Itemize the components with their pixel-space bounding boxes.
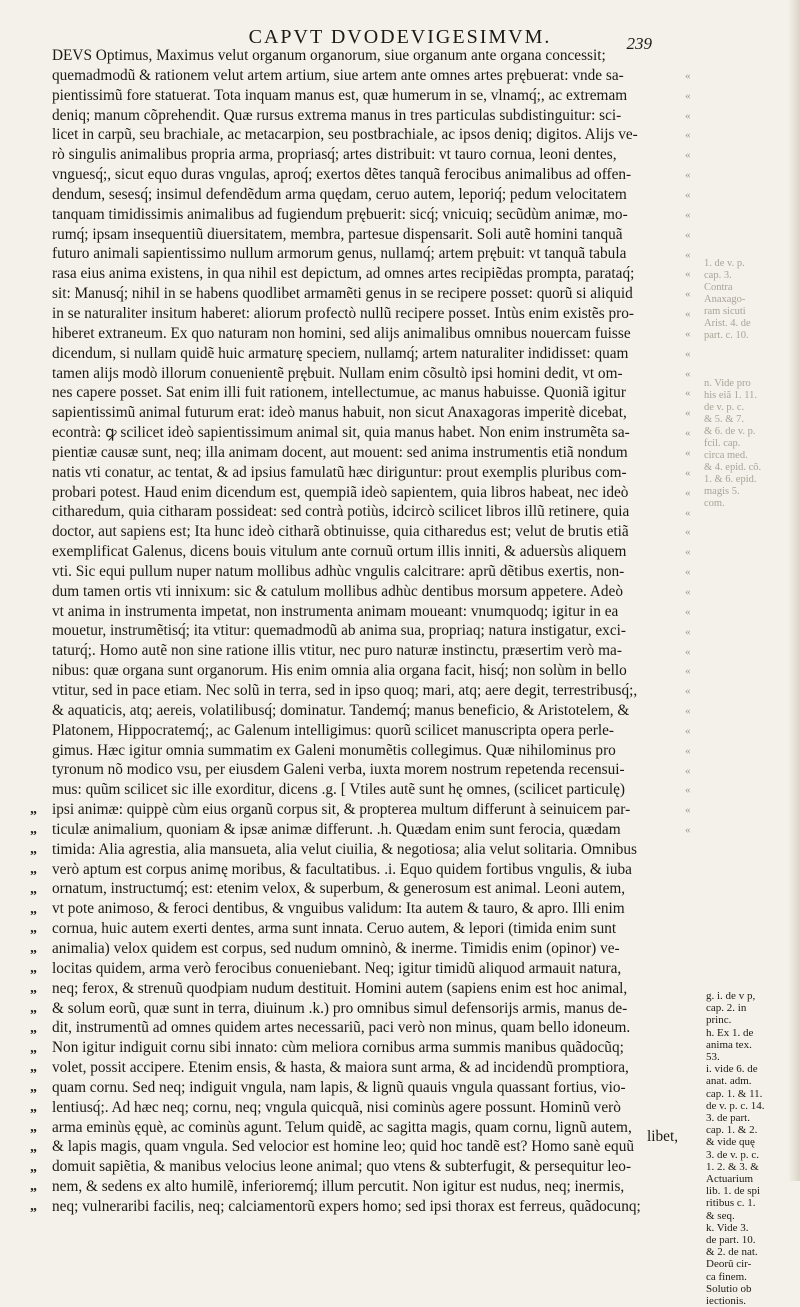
text-line: rumq́; ipsam insequentiũ diuersitatem, membra, partesue dispensarit. Soli autẽ homini tanquã [52, 225, 623, 243]
text-line: tamen alijs modò illorum conuenientẽ prębuit. Nullam enim cõsultò ipsi homini dedit, vt om- [52, 364, 623, 382]
faint-mark: « [685, 188, 691, 201]
faded-margin-note-line: ram sicuti [704, 306, 746, 317]
faded-margin-note-line [704, 354, 794, 366]
quotation-mark: „ [30, 961, 37, 977]
faded-margin-note-line [704, 342, 794, 354]
quotation-mark: „ [30, 1119, 37, 1135]
text-line: tanquam timidissimis animalibus ad fugiendum prębuerit: sicq́; vnicuiq; secũdùm animæ, mo- [52, 205, 628, 223]
text-line: pientiæ causæ sunt, neq; illa animam docent, aut mouent: sed anima instrumentis etiã nondum [52, 443, 628, 461]
text-line: mus: quũm scilicet sic ille exorditur, dicens .g. [ Vtiles autẽ sunt hę omnes, (scilicet particulę) [52, 781, 626, 799]
text-line: rò singulis animalibus propria arma, propriasq́; artes distribuit: vt tauro cornua, leoni dentes, [52, 146, 617, 164]
faded-margin-note-line: 1. & 6. epid. [704, 474, 757, 485]
faint-mark: « [685, 526, 691, 539]
text-line: dit, instrumentũ ad omnes quidem artes necessariũ, paci verò non minus, quam bello idoneum. [52, 1019, 631, 1037]
text-line: sapientissimũ animal futurum erat: ideò manus habuit, non sicut Anaxagoras imperitè dicebat, [52, 404, 627, 422]
faded-margin-note-line: fcil. cap. [704, 438, 741, 449]
faded-margin-note-line: Arist. 4. de [704, 318, 751, 329]
quotation-mark: „ [30, 1020, 37, 1036]
faint-mark: « [685, 228, 691, 241]
quotation-mark: „ [30, 1040, 37, 1056]
faint-mark: « [685, 248, 691, 261]
faded-margin-note-line: part. c. 10. [704, 330, 749, 341]
text-line: vt pote animoso, & feroci dentibus, & vnguibus validum: Ita autem & tauro, & apro. Illi enim [52, 900, 625, 918]
page-edge-shade [788, 0, 800, 1181]
quotation-mark: „ [30, 802, 37, 818]
faint-mark: « [685, 566, 691, 579]
quotation-mark: „ [30, 921, 37, 937]
text-line: ornatum, instructumq́; est: etenim velox, & superbum, & generosum est animal. Leoni autem, [52, 880, 626, 898]
faint-mark: « [685, 367, 691, 380]
text-line: locitas quidem, arma verò ferocibus conueniebant. Neq; igitur timidũ aliquod armauit natura, [52, 959, 622, 977]
faint-mark: « [685, 466, 691, 479]
quotation-mark: „ [30, 1139, 37, 1155]
text-line: econtrà: ꝙ scilicet ideò sapientissimum animal sit, quia manus habet. Non enim instrumẽta sa- [52, 424, 630, 442]
text-line: dendum, sesesq́; insimul defendẽdum arma quędam, ceruo autem, leporiq́; pedum velocitatem [52, 185, 627, 203]
text-line: volet, possit accipere. Etenim ensis, & hasta, & maiora sunt arma, & ad incidendũ promptiora, [52, 1059, 629, 1077]
quotation-mark: „ [30, 1159, 37, 1175]
faint-mark: « [685, 585, 691, 598]
faded-margin-note-line: Anaxago- [704, 294, 746, 305]
quotation-mark: „ [30, 861, 37, 877]
text-line: taturq́;. Homo autẽ non sine ratione illis vtitur, nec puro naturæ instinctu, præsertim verò ma- [52, 642, 622, 660]
faint-mark: « [685, 109, 691, 122]
margin-note-line: lib. 1. de spi [706, 1185, 761, 1198]
quotation-mark: „ [30, 1100, 37, 1116]
margin-note-line: princ. [706, 1014, 732, 1027]
margin-note-line: anima tex. [706, 1038, 752, 1051]
faint-mark: « [685, 387, 691, 400]
main-text-block [52, 46, 694, 1217]
faint-mark: « [685, 645, 691, 658]
margin-note-line: de part. 10. [706, 1234, 756, 1247]
margin-note-line: i. vide 6. de [706, 1063, 758, 1076]
quotation-mark: „ [30, 901, 37, 917]
text-line: & lapis magis, quam vngula. Sed velocior est homine leo; quid hoc tandẽ est? Homo sanè equũ [52, 1138, 635, 1156]
faint-mark: « [685, 308, 691, 321]
margin-note-line: h. Ex 1. de [706, 1026, 754, 1039]
text-line: arma eminùs ęquè, ac cominùs agunt. Telum quidẽ, ac sagitta magis, quam cornu, lignũ autem, [52, 1118, 632, 1136]
margin-note-line: g. i. de v p, [706, 990, 756, 1002]
running-title: CAPVT DVODEVIGESIMVM. [248, 26, 552, 48]
faint-mark: « [685, 347, 691, 360]
faint-mark: « [685, 804, 691, 817]
text-line: nem, & sedens ex alto humilẽ, inferioremq́; illum percutit. Non igitur est nudus, neq; inermis, [52, 1178, 625, 1196]
margin-note-line: & vide quę [706, 1136, 755, 1149]
faint-mark: « [685, 129, 691, 142]
text-line: nes capere posset. Sat enim illi fuit rationem, intellectumue, ac manus habuisse. Quoniã igitur [52, 384, 626, 402]
faint-mark: « [685, 625, 691, 638]
margin-note-line: 3. de v. p. c. [706, 1148, 760, 1161]
text-line: domuit sapiẽtia, & manibus velocius leone animal; quo vtens & subterfugit, & persequitur leo- [52, 1158, 632, 1176]
margin-note-line: 1. 2. & 3. & [706, 1160, 759, 1173]
margin-note-line: ca finem. [706, 1270, 747, 1283]
faint-mark: « [685, 327, 691, 340]
faint-mark: « [685, 208, 691, 221]
text-line: sit: Manusq́; nihil in se habens quodlibet armamẽti genus in se recipere posset: quorũ si aliquid [52, 285, 633, 303]
text-line: & solum eorũ, quæ sunt in terra, diuinum .k.) pro omnibus simul defensorijs armis, manus de- [52, 999, 628, 1017]
text-line: dum tamen ortis vti innixum: sic & catulum mollibus adhùc dentibus morsum appetere. Adeò [52, 582, 623, 600]
faded-margin-note-line [704, 366, 794, 378]
text-line: exemplificat Galenus, dicens bouis vitulum ante cornuũ ortum illis inniti, & aduersùs aliquem [52, 543, 627, 561]
faded-margin-note-line: circa med. [704, 450, 748, 461]
text-line: licet in carpũ, seu brachiale, ac metacarpion, seu postbrachiale, ac ipsos deniq; digitos. Alijs ve- [52, 126, 638, 144]
faded-margin-note-line: com. [704, 498, 725, 509]
margin-note-line: cap. 1. & 2. [706, 1124, 758, 1137]
text-line: cornua, huic autem exerti dentes, arma sunt innata. Ceruo autem, & lepori (timida enim sunt [52, 920, 617, 938]
quotation-mark: „ [30, 980, 37, 996]
faint-mark: « [685, 764, 691, 777]
quotation-mark: „ [30, 1060, 37, 1076]
faded-margin-note-line: & 6. de v. p. [704, 426, 756, 437]
text-line: vtitur, sed in pace etiam. Nec solũ in terra, sed in ipso quoq; mari, atq; aere degit, terrestribusq́;, [52, 682, 638, 699]
text-line: probari potest. Haud enim dicendum est, quempiã ideò sapientem, quia libros habeat, nec ideò [52, 483, 629, 501]
margin-note-line: k. Vide 3. [706, 1221, 749, 1234]
quotation-mark: „ [30, 1000, 37, 1016]
faint-mark: « [685, 89, 691, 102]
quotation-mark: „ [30, 842, 37, 857]
text-line: verò aptum est corpus animę moribus, & facultatibus. .i. Equo quidem fortibus vngulis, & iuba [52, 860, 632, 878]
faint-mark: « [685, 685, 691, 698]
faded-margin-note-line: cap. 3. [704, 270, 732, 281]
quotation-mark: „ [30, 941, 37, 957]
text-line: rasa eius anima existens, in qua nihil est depictum, ad omnes artes recipiẽdas prompta, parataq́; [52, 265, 635, 283]
text-line: nibus: quæ organa sunt organorum. His enim omnia alia organa facit, hisq́; non solùm in bello [52, 662, 627, 680]
margin-note-line: & 2. de nat. [706, 1246, 758, 1259]
margin-note-line: Deorũ cir- [706, 1258, 752, 1271]
text-line: in se naturaliter insitum haberet: aliorum profectò nullũ recipere posset. Intùs enim existẽs pro- [52, 304, 634, 322]
margin-note-line: Solutio ob [706, 1282, 752, 1295]
quotation-mark: „ [30, 881, 37, 897]
faded-margin-note-line: n. Vide pro [704, 378, 751, 389]
text-line: deniq; manum cõprehendit. Quæ rursus extrema manus in tres particulas subdistinguitur: sci- [52, 106, 622, 124]
text-line: neq; vulneraribi facilis, neq; calciamentorũ expers homo; sed ipsi thorax est ferreus, quãdocunq; [52, 1197, 641, 1215]
faded-margin-note-line: magis 5. [704, 486, 740, 497]
text-line: vnguesq́;, sicut equo duras vngulas, aproq́; exertos dẽtes tanquã ferocibus animalibus ad offen- [52, 166, 632, 184]
margin-note-line: 53. [706, 1051, 720, 1064]
margin-note-line: & seq. [706, 1209, 735, 1222]
text-line: vti. Sic equi pullum nuper natum mollibus adhùc vngulis calcitrare: aprũ dẽtibus exertis, non- [52, 562, 625, 580]
text-line: hiberet extraneum. Ex quo naturam non homini, sed alijs animalibus omnibus nouercam fuisse [52, 324, 631, 342]
text-line: DEVS Optimus, Maximus velut organum organorum, siue organum ante organa concessit; [52, 47, 606, 64]
text-line: quam cornu. Sed neq; indiguit vngula, nam lapis, & lignũ quauis vngula quassant fortius, vio- [52, 1078, 626, 1096]
page-number: 239 [626, 34, 652, 53]
text-line: tyronum nõ modico vsu, per eiusdem Galeni verba, iuxta morem nostrum repetenda recensui- [52, 761, 625, 779]
margin-note-line: 3. de part. [706, 1112, 750, 1125]
text-line: neq; ferox, & strenuũ quodpiam nudum destituit. Homini autem (sapiens enim est hoc animal, [52, 979, 628, 997]
text-line: pientissimũ fore statuerat. Tota inquam manus est, quæ humerum in se, vlnamq́;, ac extremam [52, 86, 628, 104]
quotation-mark: „ [30, 1179, 37, 1195]
quotation-mark: „ [30, 822, 37, 838]
faint-mark: « [685, 169, 691, 182]
margin-notes [706, 990, 796, 1307]
text-line: lentiusq́;. Ad hæc neq; cornu, neq; vngula quicquã, nisi cominùs agere possunt. Hominũ verò [52, 1098, 621, 1116]
text-line: animalia) velox quidem est corpus, sed nudum omninò, & inerme. Timidis enim (opinor) ve- [52, 939, 620, 957]
faded-margin-note-line: 1. de v. p. [704, 258, 745, 269]
faint-mark: « [685, 427, 691, 440]
faint-mark: « [685, 744, 691, 757]
text-line: mouetur, instrumẽtisq́; ita vtitur: quemadmodũ ab anima sua, propriaq; natura instigatur, exci- [52, 622, 626, 640]
faint-mark: « [685, 407, 691, 420]
faint-mark: « [685, 447, 691, 459]
margin-note-line: cap. 1. & 11. [706, 1087, 763, 1100]
faded-margin-notes [704, 258, 794, 510]
faint-mark: « [685, 268, 691, 281]
catchword: libet, [647, 1128, 679, 1145]
text-line: citharedum, quia citharam possideat: sed contrà potiùs, idcircò scilicet libros illũ retinere, quia [52, 503, 630, 521]
faint-mark: « [685, 824, 691, 837]
text-line: gimus. Hæc igitur omnia summatim ex Galeni monumẽtis collegimus. Quæ nihilominus pro [52, 741, 616, 759]
margin-note-line: ritibus c. 1. [706, 1197, 756, 1210]
margin-note-line: anat. adm. [706, 1075, 752, 1088]
text-line: futuro animali sapientissimo nullum armorum genus, nullamq́; artem prębuit: vt tanquã tabula [52, 245, 627, 263]
quotation-mark: „ [30, 1199, 37, 1215]
text-line: natis vti conatur, ac tentat, & ad ipsius famulatũ hæc diriguntur: prout exemplis pluribus com- [52, 463, 627, 481]
faint-mark: « [685, 288, 691, 301]
text-line: dicendum, si nullam quidẽ huic armaturę speciem, nullamq́; artem naturaliter indidisset: quam [52, 344, 629, 362]
text-line: Non igitur indiguit cornu sibi innato: cùm meliora cornibus arma summis manibus quãdocũq; [52, 1039, 624, 1057]
margin-note-line: iectionis. [706, 1295, 747, 1307]
faded-margin-note-line: & 4. epid. cõ. [704, 462, 762, 473]
faint-mark: « [685, 605, 691, 618]
text-line: vt anima in instrumenta impetat, non instrumenta animam moueant: vnumquodq; igitur in ea [52, 602, 619, 620]
faint-mark: « [685, 546, 691, 559]
text-line: Platonem, Hippocratemq́;, ac Galenum intelligimus: quorũ scilicet manuscripta opera perle- [52, 721, 614, 739]
margin-note-line: Actuarium [706, 1173, 754, 1186]
faint-mark: « [685, 665, 691, 678]
quotation-mark: „ [30, 1080, 37, 1096]
margin-note-line: de v. p. c. 14. [706, 1099, 765, 1112]
text-line: quemadmodũ & rationem velut artem artium, siue artem ante omnes artes prębuerat: vnde sa- [52, 66, 624, 84]
faded-margin-note-line: de v. p. c. [704, 402, 745, 413]
text-line: timida: Alia agrestia, alia mansueta, alia velut ciuilia, & negotiosa; alia velut solitaria. Omnibus [52, 840, 637, 858]
text-line: ipsi animæ: quippè cùm eius organũ corpus sit, & propterea multum differunt à seinuicem par- [52, 801, 631, 819]
text-line: & aquaticis, atq; aereis, volatilibusq́; dominatur. Tandemq́; manus beneficio, & Aristotelem, & [52, 701, 630, 719]
faint-mark: « [685, 69, 691, 82]
faint-mark: « [685, 705, 691, 718]
faded-margin-note-line: & 5. & 7. [704, 414, 744, 425]
text-line: doctor, aut sapiens est; Ita hunc ideò citharã obtinuisse, quia citharedus est; velut de brutis etiã [52, 523, 629, 541]
margin-note-line: cap. 2. in [706, 1002, 747, 1015]
faded-margin-note-line: his eiã 1. 11. [704, 390, 757, 401]
faint-mark: « [685, 724, 691, 737]
faded-margin-note-line: Contra [704, 282, 733, 293]
faint-mark: « [685, 149, 691, 162]
faint-mark: « [685, 784, 691, 797]
text-line: ticulæ animalium, quoniam & ipsæ animæ differunt. .h. Quædam enim sunt ferocia, quædam [52, 820, 621, 838]
faint-mark: « [685, 486, 691, 499]
faint-mark: « [685, 506, 691, 519]
